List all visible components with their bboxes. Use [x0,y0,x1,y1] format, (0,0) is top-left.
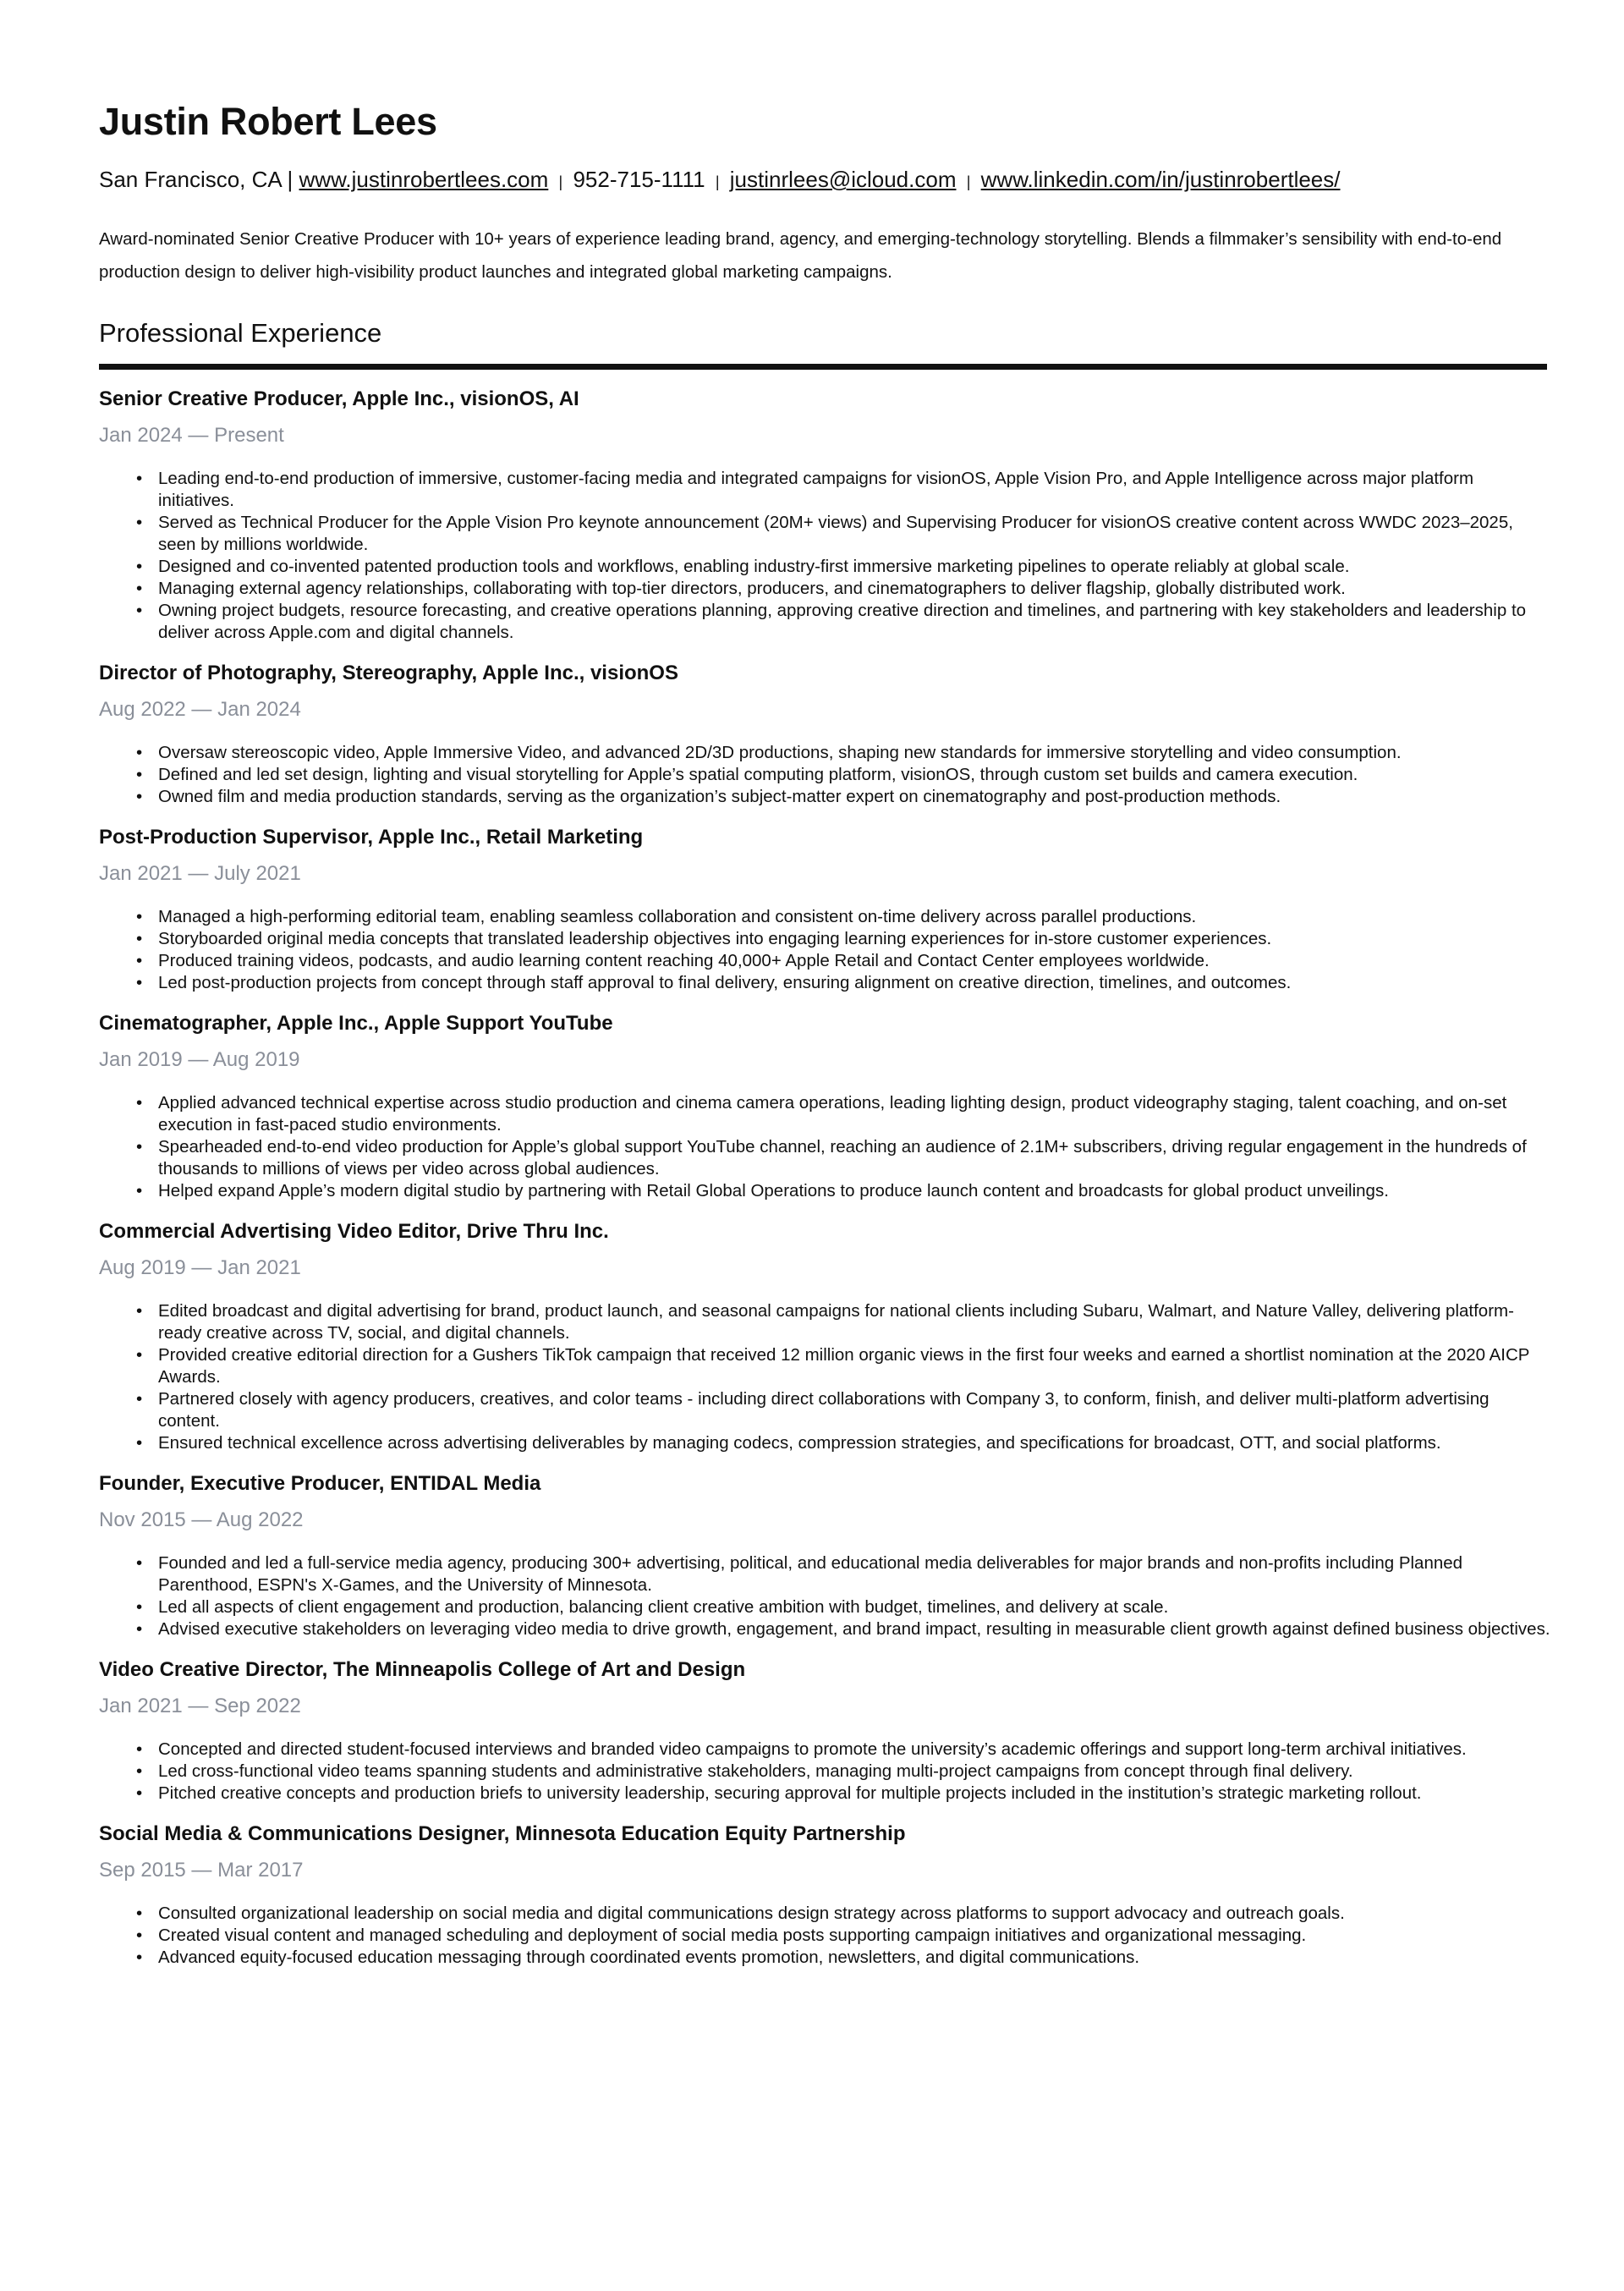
professional-summary: Award-nominated Senior Creative Producer with 10+ years of experience leading brand, agency, and emerging-technology storytelling. Blends a filmmaker’s sensibility with end-to-end production design to deliver high-visibility product launches and integrated global marketing campaigns. [99,229,1502,282]
job-title: Founder, Executive Producer, ENTIDAL Media [99,1472,541,1495]
separator: | [558,173,563,190]
phone-number: 952-715-1111 [573,167,705,192]
job-entry [99,1657,1539,1805]
job-entry [99,1011,1539,1202]
section-divider [99,364,1547,370]
bullet-item: • Helped expand Apple’s modern digital studio by partnering with Retail Global Operations to produce launch content and broadcasts for global product unveilings. [99,1180,1554,1202]
job-entry [99,661,1539,808]
contact-line [99,166,1539,195]
experience-list [99,387,1550,1969]
job-dates: Jan 2021 — July 2021 [99,862,301,885]
job-bullets [99,742,1539,808]
job-bullets [99,1739,1539,1805]
job-title: Senior Creative Producer, Apple Inc., visionOS, AI [99,387,579,410]
bullet-item: • Created visual content and managed scheduling and deployment of social media posts supporting campaign initiatives and organizational messaging. [99,1925,1554,1947]
job-title: Commercial Advertising Video Editor, Drive Thru Inc. [99,1220,609,1243]
bullet-item: • Designed and co-invented patented production tools and workflows, enabling industry-first immersive marketing pipelines to operate reliably at global scale. [99,556,1554,578]
website-link[interactable]: www.justinrobertlees.com [299,167,549,192]
job-dates: Jan 2021 — Sep 2022 [99,1695,301,1717]
job-dates: Sep 2015 — Mar 2017 [99,1859,304,1882]
job-bullets [99,1300,1539,1454]
linkedin-link[interactable]: www.linkedin.com/in/justinrobertlees/ [980,167,1341,192]
bullet-item: • Led cross-functional video teams spanning students and administrative stakeholders, managing multi-project campaigns from concept through final delivery. [99,1761,1554,1783]
bullet-item: • Founded and led a full-service media agency, producing 300+ advertising, political, and educational media deliverables for major brands and non-profits including Planned Parenthood, ESPN's X-Games, and the University of Minnesota. [99,1552,1554,1596]
job-dates: Aug 2022 — Jan 2024 [99,698,301,721]
job-title: Video Creative Director, The Minneapolis College of Art and Design [99,1658,746,1681]
job-bullets [99,1092,1539,1202]
bullet-item: • Owning project budgets, resource forecasting, and creative operations planning, approving creative direction and timelines, and partnering with key stakeholders and leadership to deliver across Apple.com and digital channels. [99,600,1554,644]
bullet-item: • Consulted organizational leadership on social media and digital communications design strategy across platforms to support advocacy and outreach goals. [99,1903,1554,1925]
job-entry [99,1219,1539,1454]
bullet-item: • Pitched creative concepts and production briefs to university leadership, securing approval for multiple projects included in the institution’s strategic marketing rollout. [99,1783,1554,1805]
job-bullets [99,1903,1539,1969]
job-title: Director of Photography, Stereography, Apple Inc., visionOS [99,662,678,684]
bullet-item: • Oversaw stereoscopic video, Apple Immersive Video, and advanced 2D/3D productions, shaping new standards for immersive storytelling and video consumption. [99,742,1554,764]
bullet-item: • Edited broadcast and digital advertising for brand, product launch, and seasonal campaigns for national clients including Subaru, Walmart, and Nature Valley, delivering platform-ready creative across TV, social, and digital channels. [99,1300,1554,1344]
bullet-item: • Advanced equity-focused education messaging through coordinated events promotion, newsletters, and digital communications. [99,1947,1554,1969]
job-entry [99,1821,1539,1969]
bullet-item: • Defined and led set design, lighting and visual storytelling for Apple’s spatial computing platform, visionOS, through custom set builds and camera execution. [99,764,1554,786]
job-dates: Nov 2015 — Aug 2022 [99,1508,304,1531]
bullet-item: • Advised executive stakeholders on leveraging video media to drive growth, engagement, and brand impact, resulting in measurable client growth against defined business objectives. [99,1618,1554,1640]
bullet-item: • Led post-production projects from concept through staff approval to final delivery, ensuring alignment on creative direction, timelines, and outcomes. [99,972,1554,994]
bullet-item: • Managing external agency relationships, collaborating with top-tier directors, producers, and cinematographers to deliver flagship, globally distributed work. [99,578,1554,600]
job-bullets [99,1552,1550,1640]
job-dates: Aug 2019 — Jan 2021 [99,1256,301,1279]
bullet-item: • Served as Technical Producer for the Apple Vision Pro keynote announcement (20M+ views) and Supervising Producer for visionOS creative content across WWDC 2023–2025, seen by millions worldwide. [99,512,1554,556]
bullet-item: • Managed a high-performing editorial team, enabling seamless collaboration and consistent on-time delivery across parallel productions. [99,906,1554,928]
job-entry [99,1471,1550,1640]
job-title: Post-Production Supervisor, Apple Inc., Retail Marketing [99,826,644,849]
bullet-item: • Concepted and directed student-focused interviews and branded video campaigns to promote the university’s academic offerings and support long-term archival initiatives. [99,1739,1554,1761]
bullet-item: • Partnered closely with agency producers, creatives, and color teams - including direct collaborations with Company 3, to conform, finish, and deliver multi-platform advertising content. [99,1388,1554,1432]
bullet-item: • Leading end-to-end production of immersive, customer-facing media and integrated campaigns for visionOS, Apple Vision Pro, and Apple Intelligence across major platform initiatives. [99,468,1554,512]
separator: | [966,173,971,190]
location: San Francisco, CA | [99,167,294,192]
job-dates: Jan 2024 — Present [99,424,284,447]
bullet-item: • Spearheaded end-to-end video production for Apple’s global support YouTube channel, reaching an audience of 2.1M+ subscribers, driving regular engagement in the hundreds of thousands to millions of views per video across global audiences. [99,1136,1554,1180]
email-link[interactable]: justinrlees@icloud.com [729,167,957,192]
job-dates: Jan 2019 — Aug 2019 [99,1048,300,1071]
bullet-item: • Ensured technical excellence across advertising deliverables by managing codecs, compression strategies, and specifications for broadcast, OTT, and social platforms. [99,1432,1554,1454]
job-title: Cinematographer, Apple Inc., Apple Support YouTube [99,1012,613,1035]
bullet-item: • Produced training videos, podcasts, and audio learning content reaching 40,000+ Apple Retail and Contact Center employees worldwide. [99,950,1554,972]
candidate-name: Justin Robert Lees [99,100,437,143]
job-entry [99,387,1539,644]
bullet-item: • Led all aspects of client engagement and production, balancing client creative ambition with budget, timelines, and delivery at scale. [99,1596,1554,1618]
job-title: Social Media & Communications Designer, Minnesota Education Equity Partnership [99,1822,906,1845]
job-bullets [99,468,1539,644]
job-bullets [99,906,1539,994]
bullet-item: • Applied advanced technical expertise across studio production and cinema camera operations, leading lighting design, product videography staging, talent coaching, and on-set execution in fast-paced studio environments. [99,1092,1554,1136]
separator: | [715,173,720,190]
bullet-item: • Provided creative editorial direction for a Gushers TikTok campaign that received 12 million organic views in the first four weeks and earned a shortlist nomination at the 2020 AICP Awards. [99,1344,1554,1388]
bullet-item: • Storyboarded original media concepts that translated leadership objectives into engaging learning experiences for in-store customer experiences. [99,928,1554,950]
job-entry [99,825,1539,994]
bullet-item: • Owned film and media production standards, serving as the organization’s subject-matter expert on cinematography and post-production methods. [99,786,1554,808]
section-title-experience: Professional Experience [99,318,382,348]
